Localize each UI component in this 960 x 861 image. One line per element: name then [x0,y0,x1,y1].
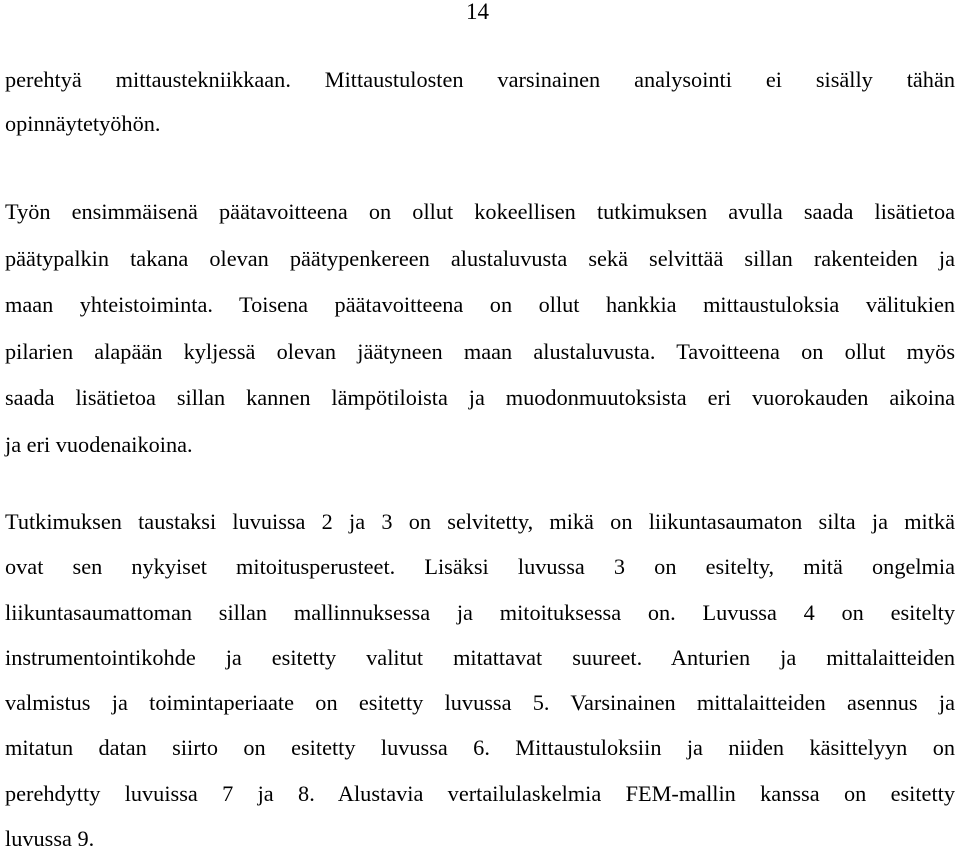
text-line: mitatun datan siirto on esitetty luvussa 6. Mittaustuloksiin ja niiden käsittelyyn on [5,735,955,761]
text-line: pilarien alapään kyljessä olevan jäätyneen maan alustaluvusta. Tavoitteena on ollut myös [5,338,955,364]
text-line: opinnäytetyöhön. [5,111,161,136]
text-line: perehtyä mittaustekniikkaan. Mittaustulosten varsinainen analysointi ei sisälly tähän [5,67,955,92]
text-line: Työn ensimmäisenä päätavoitteena on ollut kokeellisen tutkimuksen avulla saada lisätietoa [5,199,955,224]
text-line: luvussa 9. [5,826,95,852]
text-line: Tutkimuksen taustaksi luvuissa 2 ja 3 on selvitetty, mikä on liikuntasaumaton silta ja mitkä [5,509,955,534]
paragraph-2 [5,189,955,468]
text-line: liikuntasaumattoman sillan mallinnuksessa ja mitoituksessa on. Luvussa 4 on esitelty [5,599,955,625]
text-line: ovat sen nykyiset mitoitusperusteet. Lisäksi luvussa 3 on esitelty, mitä ongelmia [5,554,955,580]
page-number: 14 [466,0,489,24]
text-line: perehdytty luvuissa 7 ja 8. Alustavia vertailulaskelmia FEM-mallin kanssa on esitetty [5,780,955,806]
text-line: instrumentointikohde ja esitetty valitut mitattavat suureet. Anturien ja mittalaitteiden [5,644,955,670]
text-line: päätypalkin takana olevan päätypenkereen alustaluvusta sekä selvittää sillan rakenteiden ja [5,245,955,271]
text-line: saada lisätietoa sillan kannen lämpötiloista ja muodonmuutoksista eri vuorokauden aikoina [5,385,955,410]
text-line: ja eri vuodenaikoina. [5,431,193,457]
text-line: maan yhteistoiminta. Toisena päätavoitteena on ollut hankkia mittaustuloksia välitukien [5,292,955,317]
paragraph-1 [5,58,955,146]
paragraph-3 [5,499,955,861]
text-line: valmistus ja toimintaperiaate on esitetty luvussa 5. Varsinainen mittalaitteiden asennus ja [5,690,955,716]
